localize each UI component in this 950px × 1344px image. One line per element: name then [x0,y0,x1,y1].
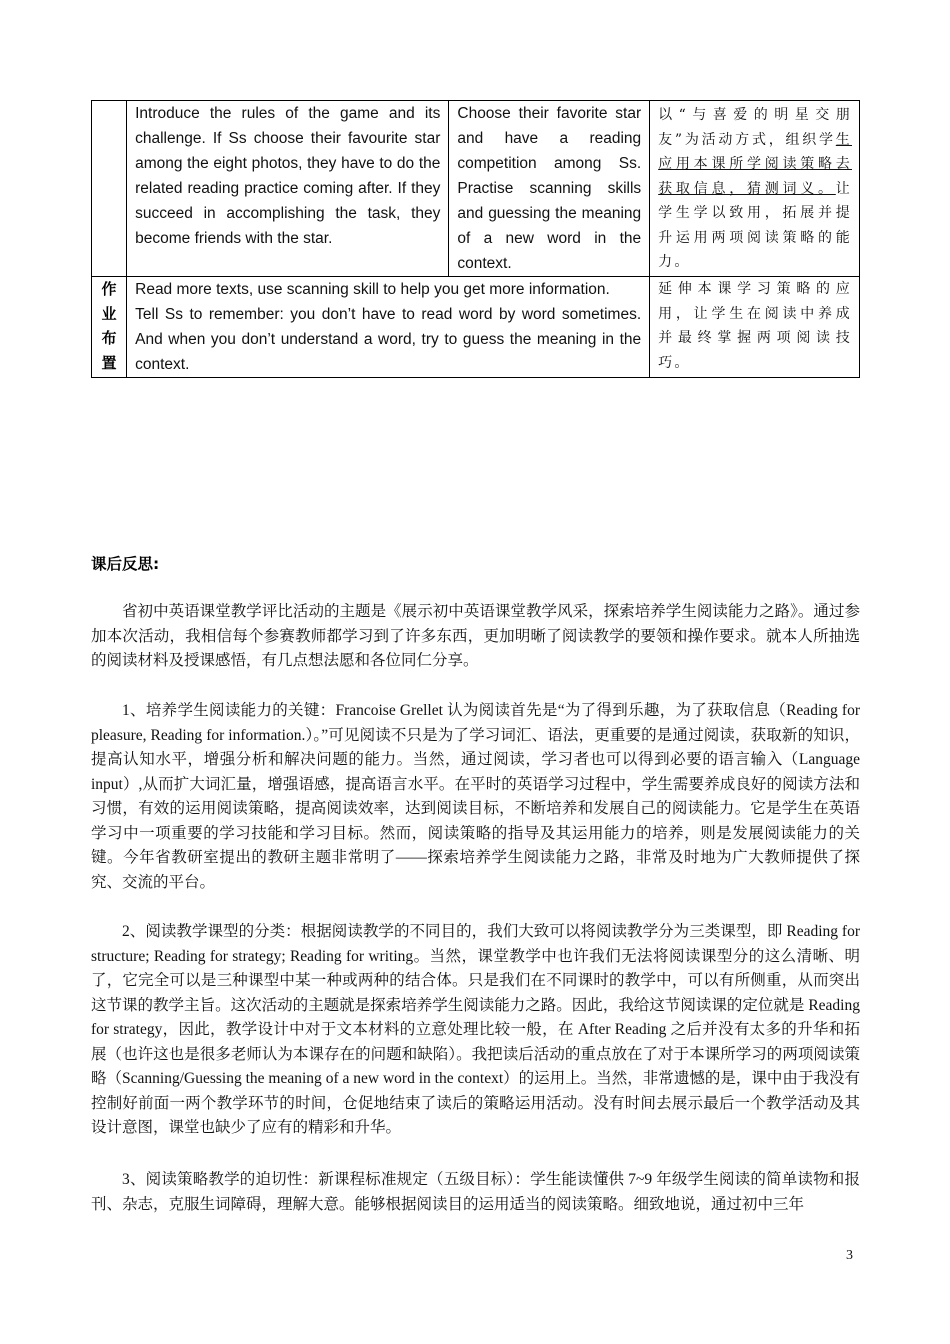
row-label-cell [92,101,127,277]
lesson-plan-table [91,100,860,378]
underlined-intent: 生应用本课所学阅读策略去获取信息，猜测词义。 [658,131,852,197]
homework-intent-cell [650,277,860,378]
homework-content-cell [127,277,650,378]
homework-label: 作 业 布 置 [101,280,117,372]
homework-label-cell [92,277,127,378]
reflection-paragraph: 2、阅读教学课型的分类：根据阅读教学的不同目的，我们大致可以将阅读教学分为三类课型，即 Reading for structure; Reading for strategy; Reading for writing。当然，课堂教学中也许我们无法将阅读课型分的这么清晰、明了，它完全可以是三种课型中某一种或两种的结合体。只是我们在不同课时的教学中，可以有所侧重，从而突出这节课的教学主旨。这次活动的主题就是探索培养学生阅读能力之路。因此，我给这节阅读课的定位就是 Reading for strategy，因此，教学设计中对于文本材料的立意处理比较一般，在 After Reading 之后并没有太多的升华和拓展（也许这也是很多老师认为本课存在的问题和缺陷）。我把读后活动的重点放在了对于本课所学习的两项阅读策略（Scanning/Guessing the meaning of a new word in the context）的运用上。当然，非常遗憾的是，课中由于我没有控制好前面一两个教学环节的时间，仓促地结束了读后的策略运用活动。没有时间去展示最后一个教学活动及其设计意图，课堂也缺少了应有的精彩和升华。 [91,923,860,1136]
homework-line-1: Read more texts, use scanning skill to help you get more information. [135,281,610,298]
reflection-heading: 课后反思: [91,555,160,573]
design-intent-cell [650,101,860,277]
reflection-paragraph: 省初中英语课堂教学评比活动的主题是《展示初中英语课堂教学风采，探索培养学生阅读能力之路》。通过参加本次活动，我相信每个参赛教师都学习到了许多东西，更加明晰了阅读教学的要领和操作要求。就本人所抽选的阅读材料及授课感悟，有几点想法愿和各位同仁分享。 [91,603,860,669]
table-row [92,101,860,277]
table-row [92,277,860,378]
student-activity-cell [449,101,650,277]
procedure-text: Introduce the rules of the game and its challenge. If Ss choose their favourite star among the eight photos, they have to do the related reading practice coming after. If they succeed in accomplishing the task, they become friends with the star. [135,105,441,247]
intent-text: 以“与喜爱的明星交朋友”为活动方式，组织学生应用本课所学阅读策略去获取信息，猜测词义。让学生学以致用，拓展并提升运用两项阅读策略的能力。 [658,107,852,270]
reflection-paragraph: 1、培养学生阅读能力的关键：Francoise Grellet 认为阅读首先是“为了得到乐趣，为了获取信息（Reading for pleasure, Reading for information.）。”可见阅读不只是为了学习词汇、语法，更重要的是通过阅读，获取新的知识，提高认知水平，增强分析和解决问题的能力。当然，通过阅读，学习者也可以得到必要的语言输入（Language input）,从而扩大词汇量，增强语感，提高语言水平。在平时的英语学习过程中，学生需要养成良好的阅读方法和习惯，有效的运用阅读策略，提高阅读效率，达到阅读目标，不断培养和发展自己的阅读能力。它是学生在英语学习中一项重要的学习技能和学习目标。然而，阅读策略的指导及其运用能力的培养，则是发展阅读能力的关键。今年省教研室提出的教研主题非常明了——探索培养学生阅读能力之路，非常及时地为广大教师提供了探究、交流的平台。 [91,702,860,891]
activity-text: Choose their favorite star and have a reading competition among Ss. Practise scanning skills and guessing the meaning of a new word in the context. [457,105,642,272]
homework-line-2: Tell Ss to remember: you don’t have to read word by word sometimes. And when you don’t understand a word, try to guess the meaning in the context. [135,306,642,373]
homework-intent-text: 延伸本课学习策略的应用，让学生在阅读中养成并最终掌握两项阅读技巧。 [658,281,852,371]
teacher-procedure-cell [127,101,449,277]
reflection-paragraph: 3、阅读策略教学的迫切性：新课程标准规定（五级目标）：学生能读懂供 7~9 年级学生阅读的简单读物和报刊、杂志，克服生词障碍，理解大意。能够根据阅读目的运用适当的阅读策略。细致地说，通过初中三年 [91,1171,860,1213]
page-number: 3 [846,1248,853,1263]
